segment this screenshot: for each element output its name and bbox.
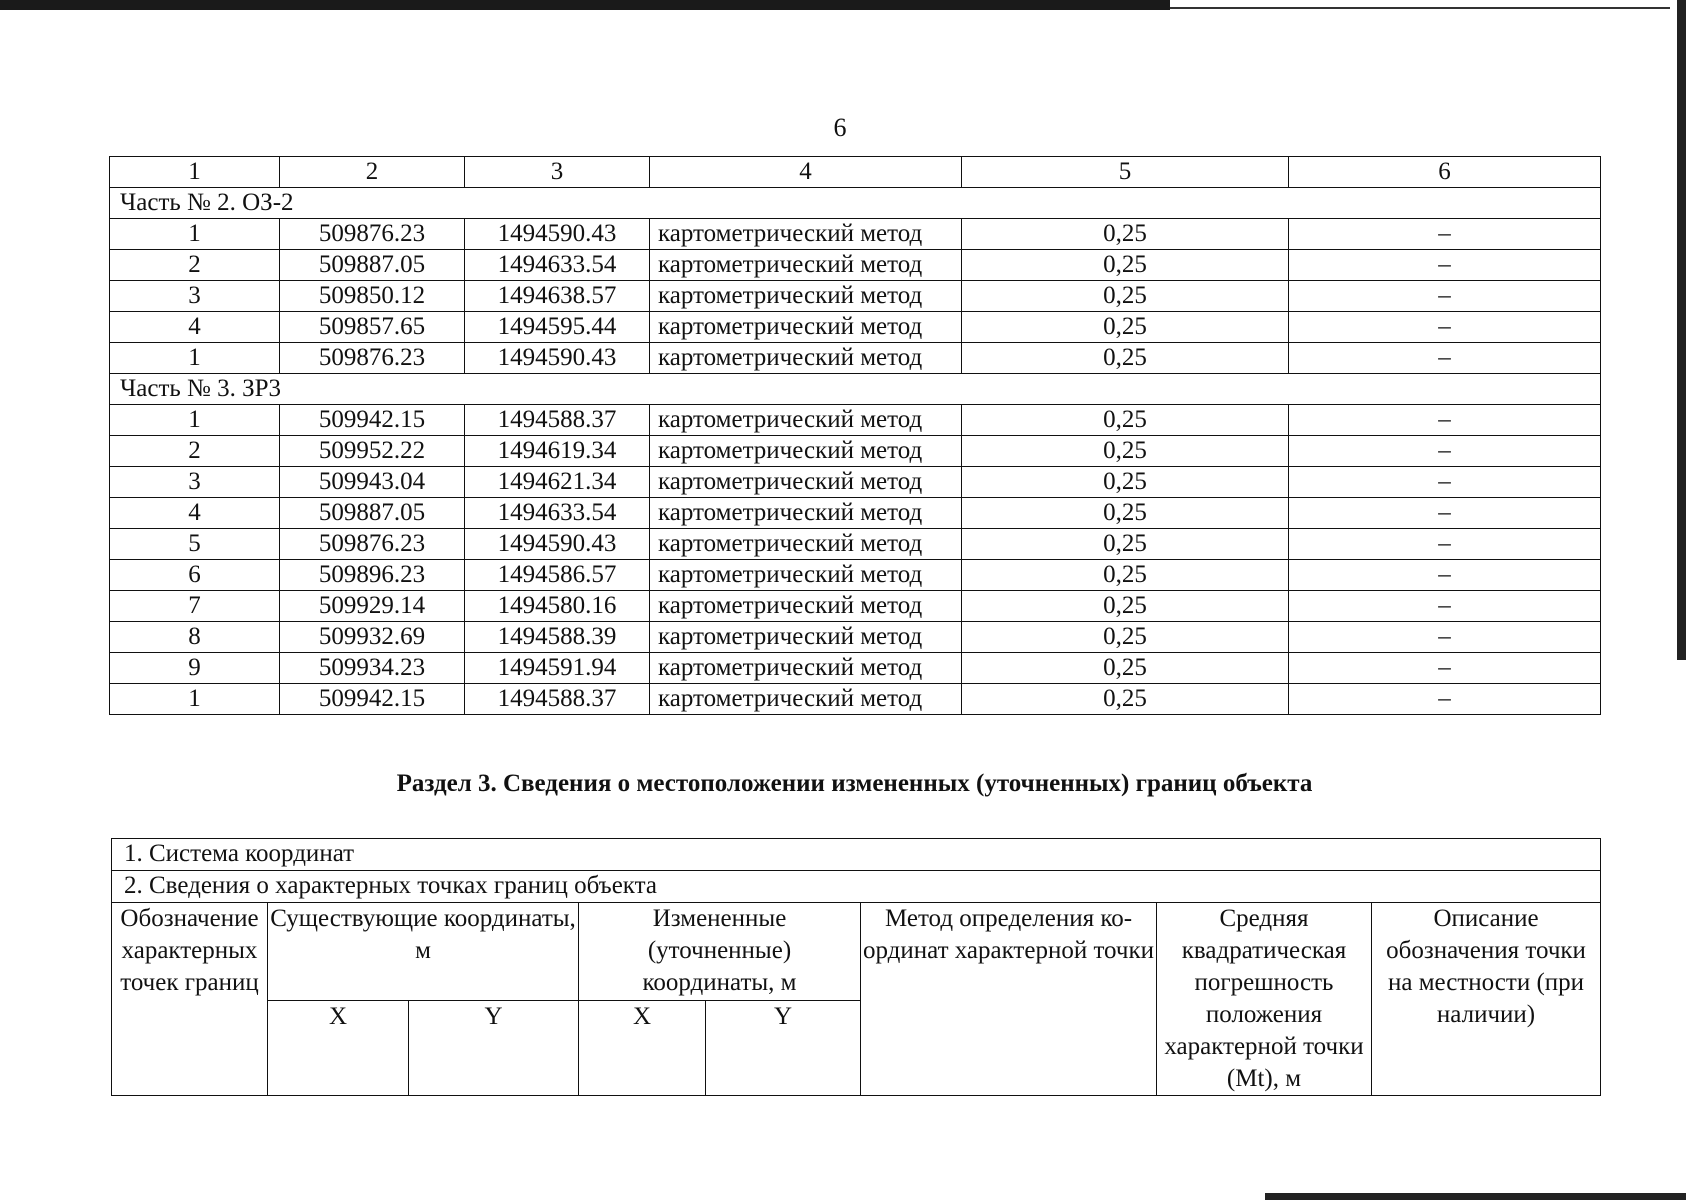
point-number-cell: 7 [110,591,280,622]
description-cell: – [1289,219,1601,250]
y-coordinate-cell: 1494590.43 [465,343,650,374]
point-number-cell: 2 [110,250,280,281]
scan-edge-right [1677,0,1686,660]
section-title: Часть № 3. ЗР3 [110,374,1601,405]
table-row [110,529,1601,560]
description-cell: – [1289,529,1601,560]
method-cell: картометрический метод [650,591,962,622]
description-cell: – [1289,653,1601,684]
description-cell: – [1289,684,1601,715]
accuracy-cell: 0,25 [962,250,1289,281]
method-cell: картометрический метод [650,250,962,281]
description-cell: – [1289,405,1601,436]
x-coordinate-cell: 509876.23 [280,343,465,374]
y-coordinate-cell: 1494588.37 [465,405,650,436]
section-3-title: Раздел 3. Сведения о местоположении измененных (уточненных) границ объекта [396,770,1313,797]
section-3-header-table [111,838,1601,1096]
y-coordinate-cell: 1494580.16 [465,591,650,622]
point-number-cell: 4 [110,498,280,529]
table-row [110,653,1601,684]
description-cell: – [1289,467,1601,498]
point-number-cell: 4 [110,312,280,343]
x-coordinate-cell: 509850.12 [280,281,465,312]
x-coordinate-cell: 509896.23 [280,560,465,591]
method-cell: картометрический метод [650,653,962,684]
method-cell: картометрический метод [650,467,962,498]
point-number-cell: 1 [110,684,280,715]
x-coordinate-cell: 509942.15 [280,405,465,436]
page-number: 6 [833,113,847,142]
y-coordinate-cell: 1494591.94 [465,653,650,684]
method-cell: картометрический метод [650,498,962,529]
accuracy-cell: 0,25 [962,312,1289,343]
coordinate-system-label: 1. Система координат [112,839,1601,871]
accuracy-cell: 0,25 [962,343,1289,374]
description-cell: – [1289,560,1601,591]
changed-x-header: X [579,1001,706,1096]
x-coordinate-cell: 509929.14 [280,591,465,622]
column-number-header: 6 [1289,157,1601,188]
method-cell: картометрический метод [650,684,962,715]
x-coordinate-cell: 509876.23 [280,529,465,560]
y-coordinate-cell: 1494633.54 [465,250,650,281]
method-cell: картометрический метод [650,560,962,591]
accuracy-cell: 0,25 [962,684,1289,715]
table-row [110,622,1601,653]
y-coordinate-cell: 1494590.43 [465,219,650,250]
x-coordinate-cell: 509857.65 [280,312,465,343]
column-number-header: 3 [465,157,650,188]
scan-edge-bottom [1265,1193,1686,1200]
table-row [110,250,1601,281]
existing-x-header: X [268,1001,409,1096]
accuracy-cell: 0,25 [962,653,1289,684]
method-cell: картометрический метод [650,281,962,312]
method-header: Метод определения ко-ординат характерной точки [861,903,1157,1096]
x-coordinate-cell: 509887.05 [280,250,465,281]
section-title: Часть № 2. ОЗ-2 [110,188,1601,219]
accuracy-cell: 0,25 [962,498,1289,529]
description-cell: – [1289,591,1601,622]
y-coordinate-cell: 1494588.39 [465,622,650,653]
table-row [110,591,1601,622]
accuracy-cell: 0,25 [962,560,1289,591]
method-cell: картометрический метод [650,312,962,343]
x-coordinate-cell: 509942.15 [280,684,465,715]
accuracy-cell: 0,25 [962,467,1289,498]
method-cell: картометрический метод [650,219,962,250]
point-number-cell: 3 [110,467,280,498]
table-row [110,467,1601,498]
table-row [110,312,1601,343]
y-coordinate-cell: 1494638.57 [465,281,650,312]
accuracy-cell: 0,25 [962,405,1289,436]
description-header: Описание обозначения точки на местности (при наличии) [1372,903,1601,1096]
column-number-header: 5 [962,157,1289,188]
point-number-cell: 9 [110,653,280,684]
designation-header: Обозначение характерных точек границ [112,903,268,1096]
existing-coords-header: Существующие координаты, м [268,903,579,1001]
point-number-cell: 5 [110,529,280,560]
accuracy-cell: 0,25 [962,436,1289,467]
point-number-cell: 1 [110,343,280,374]
y-coordinate-cell: 1494621.34 [465,467,650,498]
changed-y-header: Y [706,1001,861,1096]
y-coordinate-cell: 1494595.44 [465,312,650,343]
method-cell: картометрический метод [650,343,962,374]
y-coordinate-cell: 1494590.43 [465,529,650,560]
column-numbers-row [110,157,1601,188]
description-cell: – [1289,343,1601,374]
y-coordinate-cell: 1494633.54 [465,498,650,529]
table-row [110,498,1601,529]
accuracy-cell: 0,25 [962,622,1289,653]
boundary-points-label: 2. Сведения о характерных точках границ объекта [112,871,1601,903]
point-number-cell: 8 [110,622,280,653]
changed-coords-header: Измененные (уточненные) координаты, м [579,903,861,1001]
y-coordinate-cell: 1494586.57 [465,560,650,591]
method-cell: картометрический метод [650,436,962,467]
method-cell: картометрический метод [650,529,962,560]
column-number-header: 4 [650,157,962,188]
description-cell: – [1289,281,1601,312]
table-row [110,560,1601,591]
x-coordinate-cell: 509952.22 [280,436,465,467]
method-cell: картометрический метод [650,405,962,436]
table-row [110,281,1601,312]
y-coordinate-cell: 1494588.37 [465,684,650,715]
point-number-cell: 3 [110,281,280,312]
point-number-cell: 2 [110,436,280,467]
table-row [110,684,1601,715]
existing-y-header: Y [409,1001,579,1096]
scan-edge-top [0,0,1170,10]
description-cell: – [1289,250,1601,281]
method-cell: картометрический метод [650,622,962,653]
point-number-cell: 1 [110,219,280,250]
column-number-header: 1 [110,157,280,188]
description-cell: – [1289,436,1601,467]
scan-edge-top-thin [1170,7,1670,9]
table-row [110,219,1601,250]
coordinates-table [109,156,1601,715]
table-row [110,436,1601,467]
x-coordinate-cell: 509932.69 [280,622,465,653]
accuracy-cell: 0,25 [962,529,1289,560]
y-coordinate-cell: 1494619.34 [465,436,650,467]
description-cell: – [1289,498,1601,529]
section-row [110,374,1601,405]
error-header: Средняя квадратическая погрешность положения характерной точки (Mt), м [1157,903,1372,1096]
x-coordinate-cell: 509876.23 [280,219,465,250]
accuracy-cell: 0,25 [962,281,1289,312]
point-number-cell: 1 [110,405,280,436]
accuracy-cell: 0,25 [962,591,1289,622]
column-number-header: 2 [280,157,465,188]
description-cell: – [1289,622,1601,653]
section-row [110,188,1601,219]
table-row [110,405,1601,436]
x-coordinate-cell: 509934.23 [280,653,465,684]
x-coordinate-cell: 509943.04 [280,467,465,498]
table-row [110,343,1601,374]
x-coordinate-cell: 509887.05 [280,498,465,529]
accuracy-cell: 0,25 [962,219,1289,250]
point-number-cell: 6 [110,560,280,591]
description-cell: – [1289,312,1601,343]
